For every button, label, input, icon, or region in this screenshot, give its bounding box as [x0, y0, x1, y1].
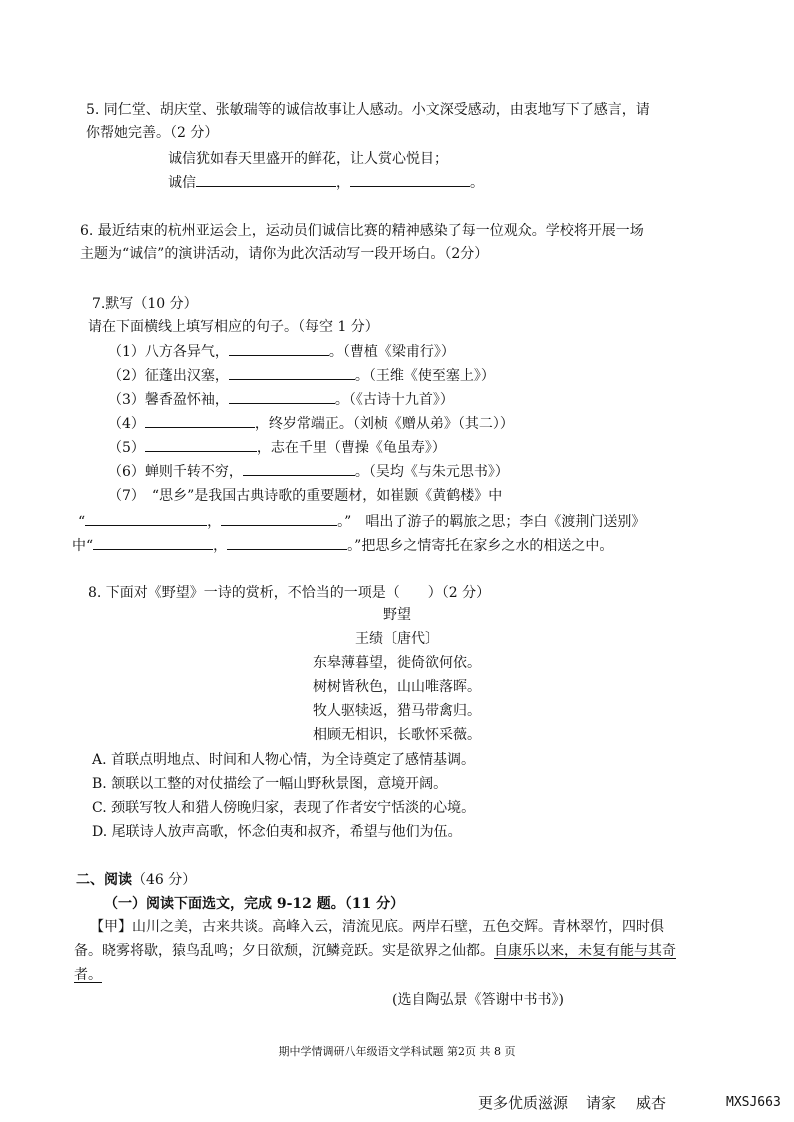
q7-item-1-text: （1）八方各异气，	[108, 344, 229, 360]
q7-item-5-text: ，志在千里（曹操《龟虽寿》）	[256, 440, 446, 456]
q6-line-1: 6. 最近结束的杭州亚运会上，运动员们诚信比赛的精神感染了每一位观众。学校将开展一场	[80, 223, 644, 239]
reading-source: (选自陶弘景《答谢中书书》)	[392, 992, 564, 1008]
q7-blank-7a[interactable]	[85, 511, 207, 526]
q7-blank-7c[interactable]	[93, 535, 213, 550]
poem-line-3: 牧人驱犊返，猎马带禽归。	[313, 703, 481, 719]
q7-blank-7b[interactable]	[221, 511, 337, 526]
q7-blank-7d[interactable]	[227, 535, 347, 550]
poem-line-4: 相顾无相识，长歌怀采薇。	[313, 727, 481, 743]
q5-prefix: 诚信	[168, 175, 196, 191]
bottom-text-3: 威杏	[636, 1094, 667, 1112]
q7-item-2-source: 。（王维《使至塞上》）	[354, 368, 495, 384]
q7-item-3-source: 。（《古诗十九首》）	[334, 392, 454, 408]
q7-item-7-comma-2: ，	[213, 538, 228, 554]
q5-line-2: 你帮她完善。（2 分）	[86, 125, 219, 141]
q5-example-sentence: 诚信犹如春天里盛开的鲜花，让人赏心悦目；	[168, 151, 448, 167]
q7-item-6	[108, 461, 509, 482]
page-footer: 期中学情调研八年级语文学科试题 第2页 共 8 页	[278, 1045, 516, 1058]
q7-blank-5[interactable]	[145, 437, 257, 452]
q7-blank-4[interactable]	[145, 413, 255, 428]
q8-option-a[interactable]: A. 首联点明地点、时间和人物心情，为全诗奠定了感情基调。	[92, 752, 476, 768]
q7-item-4-number: （4）	[108, 416, 145, 432]
q7-title: 7.默写（10 分）	[92, 296, 198, 312]
section-2-sub-heading: （一）阅读下面选文，完成 9-12 题。（11 分）	[104, 896, 405, 912]
q5-blank-1[interactable]	[196, 172, 336, 187]
reading-text-underlined-2: 者。	[74, 967, 102, 983]
bottom-code: MXSJ663	[726, 1095, 781, 1110]
q7-item-2	[108, 365, 495, 386]
poem-title: 野望	[383, 607, 411, 623]
q7-instruction: 请在下面横线上填写相应的句子。（每空 1 分）	[88, 319, 379, 335]
q7-item-7-line-1: （7） “思乡”是我国古典诗歌的重要题材，如崔颢《黄鹤楼》中	[108, 488, 503, 504]
section-2-title: 二、阅读	[76, 872, 132, 888]
q7-blank-1[interactable]	[229, 341, 329, 356]
q7-item-5-number: （5）	[108, 440, 145, 456]
reading-text-line-2-plain: 备。晓雾将歇，猿鸟乱鸣；夕日欲颓，沉鳞竞跃。实是欲界之仙都。	[74, 943, 494, 959]
q7-item-1-source: 。（曹植《梁甫行》）	[328, 344, 455, 360]
q7-item-6-text: （6）蝉则千转不穷，	[108, 464, 243, 480]
q7-item-4-text: ，终岁常端正。（刘桢《赠从弟》（其二））	[254, 416, 514, 432]
q7-item-7-text-2: 。”把思乡之情寄托在家乡之水的相送之中。	[347, 538, 614, 554]
reading-text-underlined-1: 自康乐以来，未复有能与其奇	[494, 943, 676, 959]
q7-item-7-text-1: 。” 唱出了游子的羁旅之思；李白《渡荆门送别》	[337, 514, 646, 530]
q5-blank-2[interactable]	[350, 172, 470, 187]
q7-item-7-line-2	[78, 511, 645, 532]
poem-author: 王绩〔唐代〕	[355, 631, 439, 647]
q7-item-6-source: 。（吴均《与朱元思书》）	[354, 464, 509, 480]
q7-item-3-text: （3）馨香盈怀袖，	[108, 392, 229, 408]
q6-line-2: 主题为“诚信”的演讲活动，请你为此次活动写一段开场白。（2分）	[80, 246, 489, 262]
q7-item-5	[108, 437, 446, 458]
bottom-text-2: 请家	[586, 1094, 617, 1112]
q8-stem: 8. 下面对《野望》一诗的赏析，不恰当的一项是（ ）（2 分）	[88, 585, 491, 601]
q7-item-7-open-quote: “	[78, 514, 86, 530]
q7-item-4	[108, 413, 514, 434]
q5-line-1: 5. 同仁堂、胡庆堂、张敏瑞等的诚信故事让人感动。小文深受感动，由衷地写下了感言，请	[86, 102, 650, 118]
q7-item-2-text: （2）征蓬出汉塞，	[108, 368, 229, 384]
q7-item-7-line-3	[72, 535, 613, 556]
bottom-text-1: 更多优质滋源	[478, 1094, 569, 1112]
reading-text-line-1: 【甲】山川之美，古来共谈。高峰入云，清流见底。两岸石壁，五色交辉。青林翠竹，四时俱	[90, 919, 664, 935]
section-2-heading	[76, 870, 196, 890]
q7-item-7-open-quote-2: 中“	[72, 538, 94, 554]
reading-text-line-2	[74, 941, 676, 961]
q7-item-1	[108, 341, 455, 362]
q7-blank-6[interactable]	[243, 461, 355, 476]
q8-option-c[interactable]: C. 颈联写牧人和猎人傍晚归家，表现了作者安宁恬淡的心境。	[92, 800, 476, 816]
q8-option-d[interactable]: D. 尾联诗人放声高歌，怀念伯夷和叔齐，希望与他们为伍。	[92, 824, 462, 840]
q8-option-b[interactable]: B. 颔联以工整的对仗描绘了一幅山野秋景图，意境开阔。	[92, 776, 448, 792]
q5-end: 。	[470, 175, 484, 191]
q5-comma: ，	[336, 175, 350, 191]
q7-item-7-comma-1: ，	[207, 514, 222, 530]
q5-answer-line	[168, 172, 484, 193]
q7-blank-3[interactable]	[229, 389, 335, 404]
section-2-score: （46 分）	[132, 872, 197, 888]
q7-blank-2[interactable]	[229, 365, 355, 380]
poem-line-2: 树树皆秋色，山山唯落晖。	[313, 679, 481, 695]
poem-line-1: 东皋薄暮望，徙倚欲何依。	[313, 655, 481, 671]
q7-item-3	[108, 389, 454, 410]
